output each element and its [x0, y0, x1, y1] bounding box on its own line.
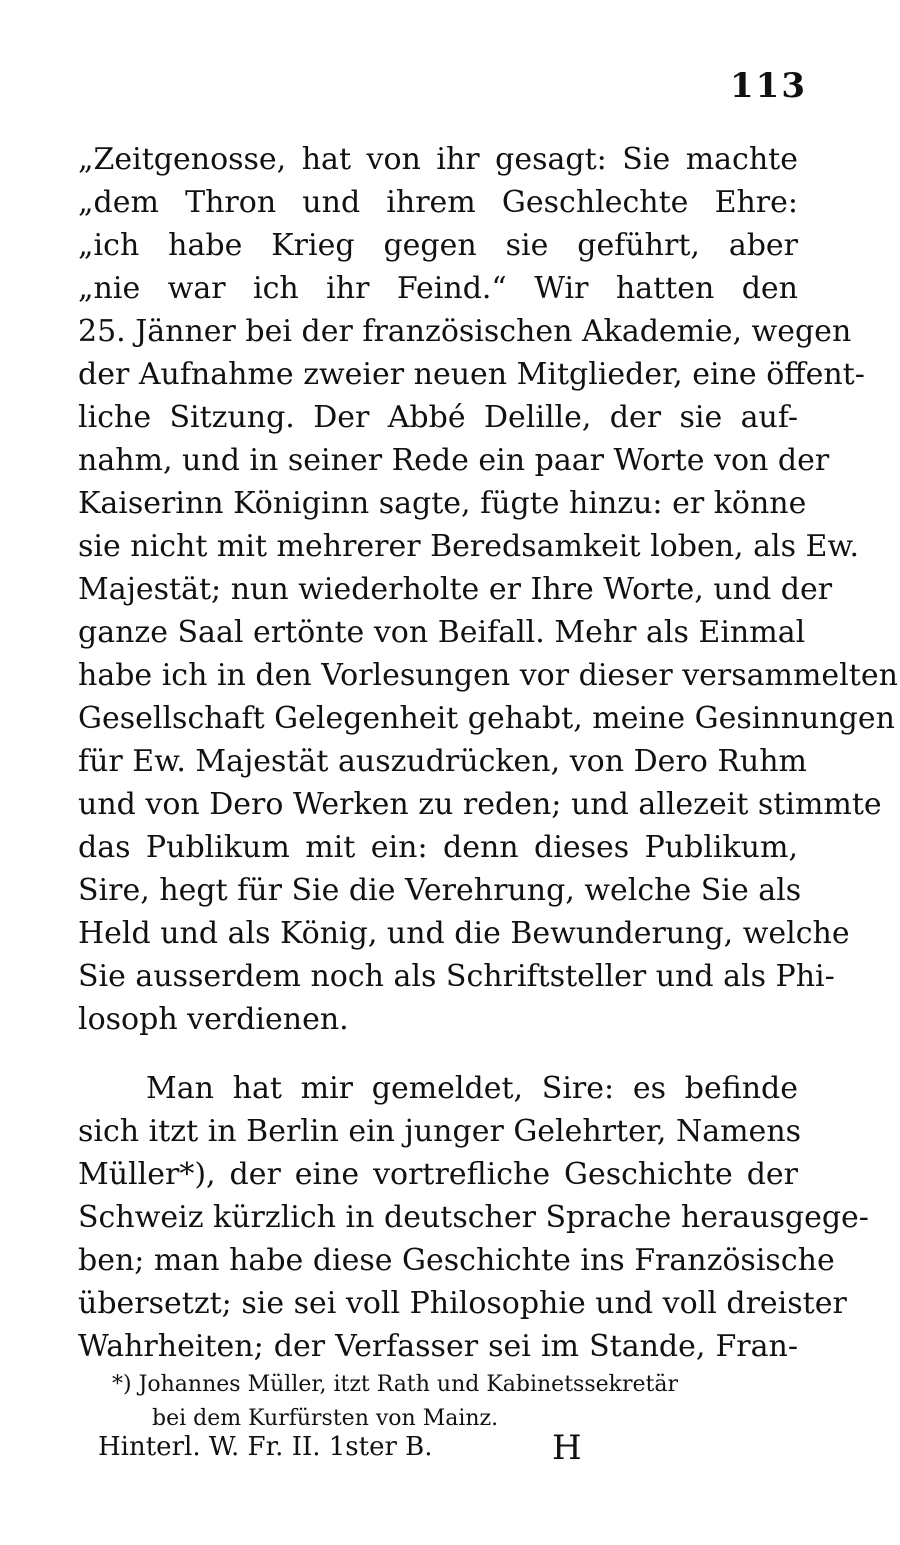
text-line: „Zeitgenosse, hat von ihr gesagt: Sie machte: [78, 142, 798, 177]
text-line: „ich habe Krieg gegen sie geführt, aber: [78, 228, 798, 263]
page-number: 113: [730, 66, 807, 106]
text-line: Kaiserinn Königinn sagte, fügte hinzu: er könne: [78, 486, 807, 521]
text-line: und von Dero Werken zu reden; und allezeit stimmte: [78, 787, 882, 822]
text-line: losoph verdienen.: [78, 1002, 349, 1037]
paragraph-1: [78, 138, 898, 1041]
text-line: Held und als König, und die Bewunderung, welche: [78, 916, 850, 951]
text-line: der Aufnahme zweier neuen Mitglieder, eine öffent-: [78, 357, 865, 392]
text-line: sie nicht mit mehrerer Beredsamkeit loben, als Ew.: [78, 529, 860, 564]
text-line: Sie ausserdem noch als Schriftsteller und als Phi-: [78, 959, 835, 994]
text-line: „nie war ich ihr Feind.“ Wir hatten den: [78, 271, 798, 306]
paragraph-gap: [78, 1041, 798, 1067]
text-line: Sire, hegt für Sie die Verehrung, welche Sie als: [78, 873, 802, 908]
footnote-line: *) Johannes Müller, itzt Rath und Kabinetssekretär: [112, 1372, 678, 1397]
text-line: ben; man habe diese Geschichte ins Französische: [78, 1243, 835, 1278]
paragraph-2: [78, 1067, 869, 1368]
text-line: ganze Saal ertönte von Beifall. Mehr als Einmal: [78, 615, 806, 650]
text-line: sich itzt in Berlin ein junger Gelehrter, Namens: [78, 1114, 802, 1149]
footnote-line: bei dem Kurfürsten von Mainz.: [152, 1406, 499, 1431]
text-line: „dem Thron und ihrem Geschlechte Ehre:: [78, 185, 798, 220]
text-line: liche Sitzung. Der Abbé Delille, der sie auf-: [78, 400, 798, 435]
text-line: nahm, und in seiner Rede ein paar Worte von der: [78, 443, 830, 478]
text-line: Majestät; nun wiederholte er Ihre Worte, und der: [78, 572, 833, 607]
main-text: [78, 138, 898, 1368]
text-line: Müller*), der eine vortrefliche Geschichte der: [78, 1157, 798, 1192]
text-line: übersetzt; sie sei voll Philosophie und voll dreister: [78, 1286, 847, 1321]
text-line: Gesellschaft Gelegenheit gehabt, meine Gesinnungen: [78, 701, 895, 736]
text-line: Man hat mir gemeldet, Sire: es befinde: [146, 1071, 798, 1106]
text-line: Schweiz kürzlich in deutscher Sprache herausgege-: [78, 1200, 869, 1235]
text-line: Wahrheiten; der Verfasser sei im Stande, Fran-: [78, 1329, 798, 1364]
text-line: 25. Jänner bei der französischen Akademie, wegen: [78, 314, 852, 349]
text-line: das Publikum mit ein: denn dieses Publikum,: [78, 830, 798, 865]
signature-mark: Hinterl. W. Fr. II. 1ster B.: [98, 1432, 433, 1462]
footnote: [112, 1368, 802, 1436]
text-line: habe ich in den Vorlesungen vor dieser versammelten: [78, 658, 898, 693]
text-line: für Ew. Majestät auszudrücken, von Dero Ruhm: [78, 744, 807, 779]
signature-letter: H: [552, 1428, 582, 1468]
